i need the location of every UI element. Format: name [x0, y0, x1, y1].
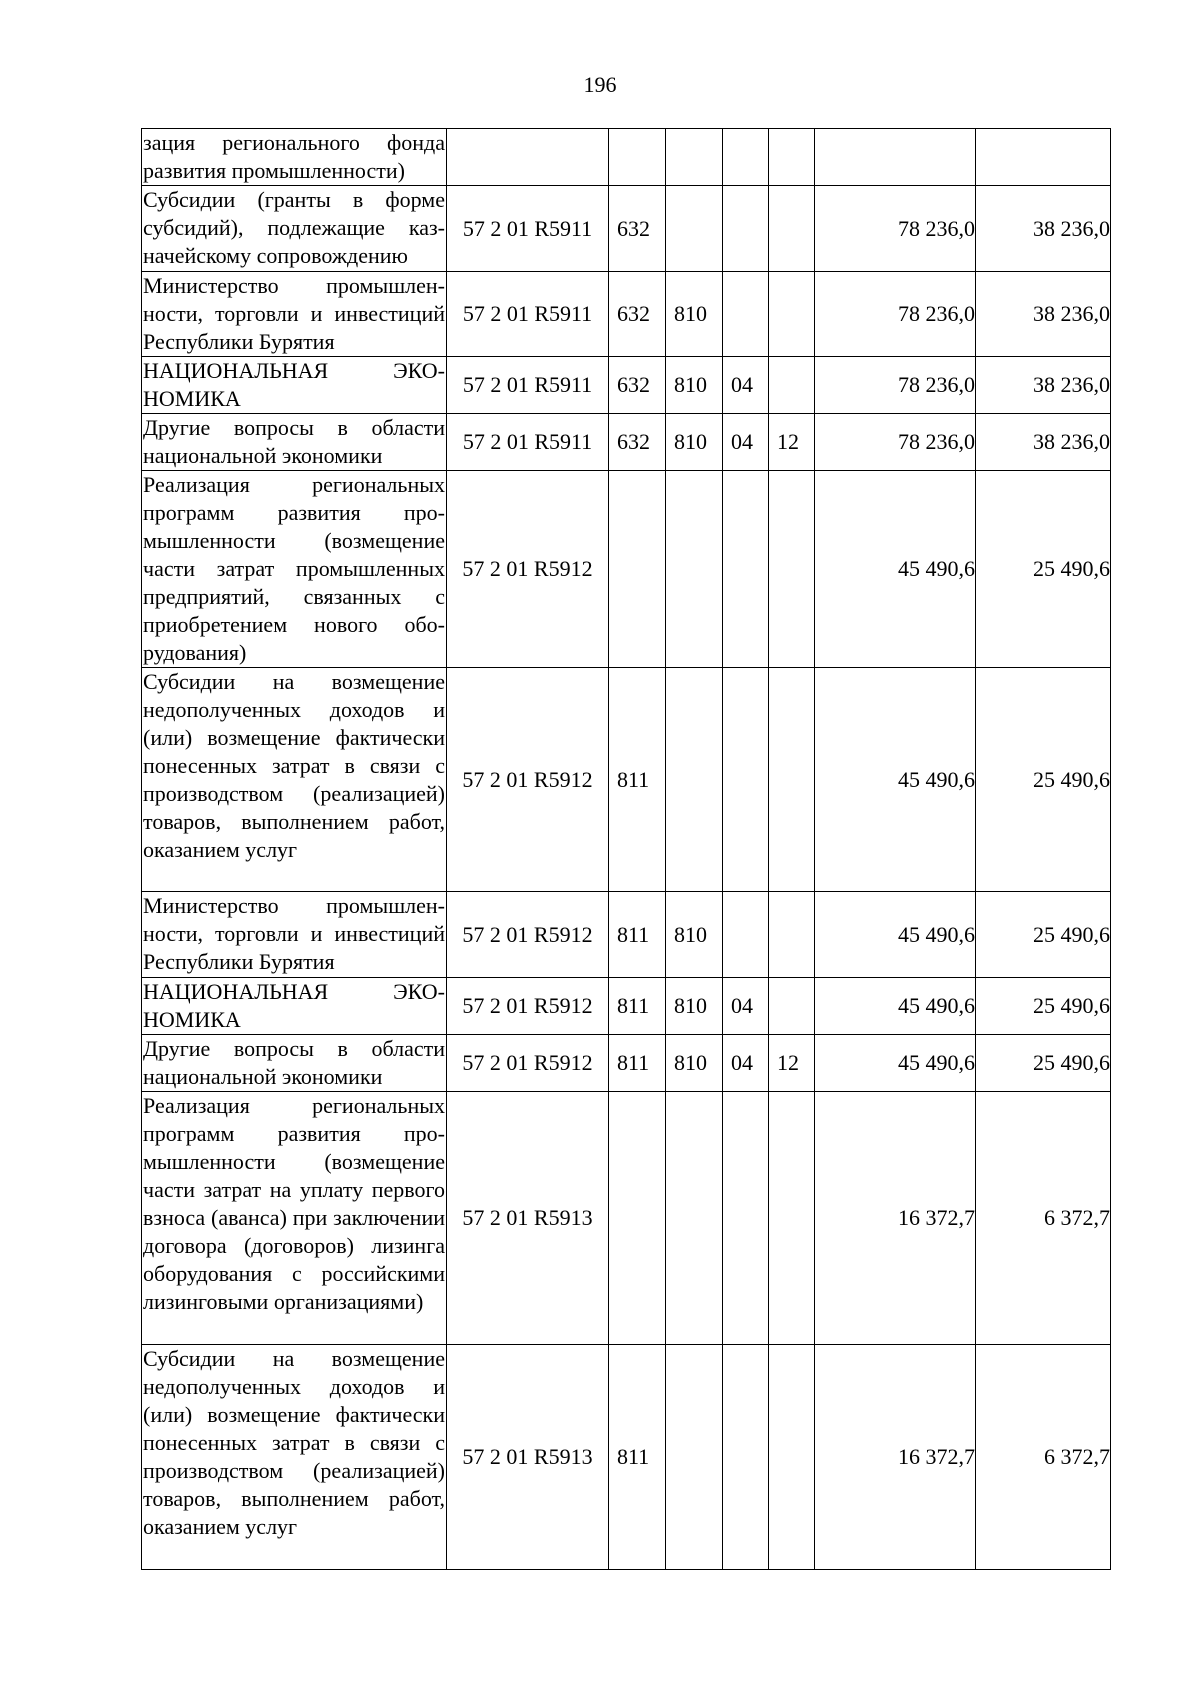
section-code-cell: 04: [723, 357, 769, 414]
target-article-code-cell: 57 2 01 R5912: [447, 668, 609, 892]
amount-year1-cell: 45 490,6: [815, 892, 976, 978]
expense-type-cell: [609, 129, 666, 186]
amount-year1-cell: 16 372,7: [815, 1345, 976, 1570]
amount-year2-cell: 38 236,0: [976, 272, 1111, 357]
ministry-code-cell: [666, 129, 723, 186]
expense-type-cell: 632: [609, 272, 666, 357]
amount-year1-cell: [815, 129, 976, 186]
row-name-cell: Реализация региональных программ развития промышленности (возмещение части затрат промышленных предприятий, связанных с приобретением нового оборудования): [142, 471, 447, 668]
section-code-cell: [723, 186, 769, 272]
amount-year1-cell: 78 236,0: [815, 414, 976, 471]
table-row: [142, 129, 1111, 186]
section-code-cell: [723, 892, 769, 978]
row-name-cell: Реализация региональных программ развития промышленности (возмещение части затрат на уплату первого взноса (аванса) при заключении договора (договоров) лизинга оборудования с российскими лизинговыми организациями): [142, 1092, 447, 1345]
row-name-cell: Субсидии на возмещение недополученных доходов и (или) возмещение фактически понесенных затрат в связи с производством (реализацией) товаров, выполнением работ, оказанием услуг: [142, 1345, 447, 1570]
ministry-code-cell: [666, 186, 723, 272]
expense-type-cell: 811: [609, 978, 666, 1035]
table-row: [142, 892, 1111, 978]
target-article-code-cell: 57 2 01 R5912: [447, 1035, 609, 1092]
page-number: 196: [583, 72, 617, 97]
amount-year2-cell: 38 236,0: [976, 186, 1111, 272]
amount-year1-cell: 78 236,0: [815, 357, 976, 414]
expense-type-cell: 811: [609, 892, 666, 978]
ministry-code-cell: 810: [666, 892, 723, 978]
expense-type-cell: 632: [609, 186, 666, 272]
section-code-cell: 04: [723, 1035, 769, 1092]
ministry-code-cell: [666, 668, 723, 892]
subsection-code-cell: [769, 471, 815, 668]
expense-type-cell: [609, 1092, 666, 1345]
row-name-cell: зация регионального фонда развития промышленности): [142, 129, 447, 186]
amount-year2-cell: 25 490,6: [976, 668, 1111, 892]
subsection-code-cell: [769, 1092, 815, 1345]
row-name-cell: Министерство промышленности, торговли и инвестиций Республики Бурятия: [142, 892, 447, 978]
expense-type-cell: 632: [609, 357, 666, 414]
subsection-code-cell: 12: [769, 1035, 815, 1092]
amount-year2-cell: 25 490,6: [976, 471, 1111, 668]
section-code-cell: [723, 471, 769, 668]
subsection-code-cell: [769, 129, 815, 186]
expense-type-cell: 632: [609, 414, 666, 471]
subsection-code-cell: [769, 357, 815, 414]
subsection-code-cell: [769, 272, 815, 357]
amount-year2-cell: 25 490,6: [976, 892, 1111, 978]
amount-year1-cell: 45 490,6: [815, 1035, 976, 1092]
ministry-code-cell: 810: [666, 414, 723, 471]
section-code-cell: [723, 129, 769, 186]
ministry-code-cell: 810: [666, 272, 723, 357]
ministry-code-cell: [666, 1092, 723, 1345]
table-row: [142, 1345, 1111, 1570]
section-code-cell: [723, 1345, 769, 1570]
ministry-code-cell: 810: [666, 357, 723, 414]
expense-type-cell: 811: [609, 1035, 666, 1092]
subsection-code-cell: [769, 186, 815, 272]
row-name-cell: Министерство промышленности, торговли и инвестиций Республики Бурятия: [142, 272, 447, 357]
row-name-cell: НАЦИОНАЛЬНАЯ ЭКОНОМИКА: [142, 357, 447, 414]
subsection-code-cell: [769, 668, 815, 892]
subsection-code-cell: [769, 1345, 815, 1570]
table-row: [142, 471, 1111, 668]
amount-year1-cell: 45 490,6: [815, 978, 976, 1035]
target-article-code-cell: 57 2 01 R5911: [447, 357, 609, 414]
ministry-code-cell: [666, 1345, 723, 1570]
amount-year2-cell: 25 490,6: [976, 1035, 1111, 1092]
section-code-cell: [723, 1092, 769, 1345]
expense-type-cell: [609, 471, 666, 668]
expense-type-cell: 811: [609, 1345, 666, 1570]
amount-year2-cell: 25 490,6: [976, 978, 1111, 1035]
section-code-cell: 04: [723, 414, 769, 471]
amount-year2-cell: 6 372,7: [976, 1345, 1111, 1570]
budget-table-body: [142, 129, 1111, 1570]
target-article-code-cell: 57 2 01 R5911: [447, 186, 609, 272]
amount-year1-cell: 45 490,6: [815, 471, 976, 668]
table-row: [142, 414, 1111, 471]
amount-year2-cell: [976, 129, 1111, 186]
target-article-code-cell: 57 2 01 R5911: [447, 272, 609, 357]
subsection-code-cell: [769, 978, 815, 1035]
section-code-cell: 04: [723, 978, 769, 1035]
amount-year2-cell: 38 236,0: [976, 414, 1111, 471]
row-name-cell: Субсидии на возмещение недополученных доходов и (или) возмещение фактически понесенных затрат в связи с производством (реализацией) товаров, выполнением работ, оказанием услуг: [142, 668, 447, 892]
row-name-cell: Другие вопросы в области национальной экономики: [142, 414, 447, 471]
amount-year1-cell: 45 490,6: [815, 668, 976, 892]
row-name-cell: Субсидии (гранты в форме субсидий), подлежащие казначейскому сопровождению: [142, 186, 447, 272]
target-article-code-cell: 57 2 01 R5911: [447, 414, 609, 471]
budget-table: [141, 128, 1111, 1570]
target-article-code-cell: 57 2 01 R5912: [447, 892, 609, 978]
section-code-cell: [723, 668, 769, 892]
table-row: [142, 1035, 1111, 1092]
row-name-cell: НАЦИОНАЛЬНАЯ ЭКОНОМИКА: [142, 978, 447, 1035]
ministry-code-cell: [666, 471, 723, 668]
target-article-code-cell: [447, 129, 609, 186]
subsection-code-cell: [769, 892, 815, 978]
section-code-cell: [723, 272, 769, 357]
subsection-code-cell: 12: [769, 414, 815, 471]
table-row: [142, 186, 1111, 272]
target-article-code-cell: 57 2 01 R5913: [447, 1345, 609, 1570]
amount-year2-cell: 6 372,7: [976, 1092, 1111, 1345]
amount-year1-cell: 78 236,0: [815, 272, 976, 357]
table-row: [142, 357, 1111, 414]
ministry-code-cell: 810: [666, 1035, 723, 1092]
row-name-cell: Другие вопросы в области национальной экономики: [142, 1035, 447, 1092]
expense-type-cell: 811: [609, 668, 666, 892]
table-row: [142, 668, 1111, 892]
target-article-code-cell: 57 2 01 R5912: [447, 471, 609, 668]
ministry-code-cell: 810: [666, 978, 723, 1035]
table-row: [142, 978, 1111, 1035]
table-row: [142, 1092, 1111, 1345]
target-article-code-cell: 57 2 01 R5913: [447, 1092, 609, 1345]
amount-year2-cell: 38 236,0: [976, 357, 1111, 414]
table-row: [142, 272, 1111, 357]
amount-year1-cell: 78 236,0: [815, 186, 976, 272]
amount-year1-cell: 16 372,7: [815, 1092, 976, 1345]
target-article-code-cell: 57 2 01 R5912: [447, 978, 609, 1035]
